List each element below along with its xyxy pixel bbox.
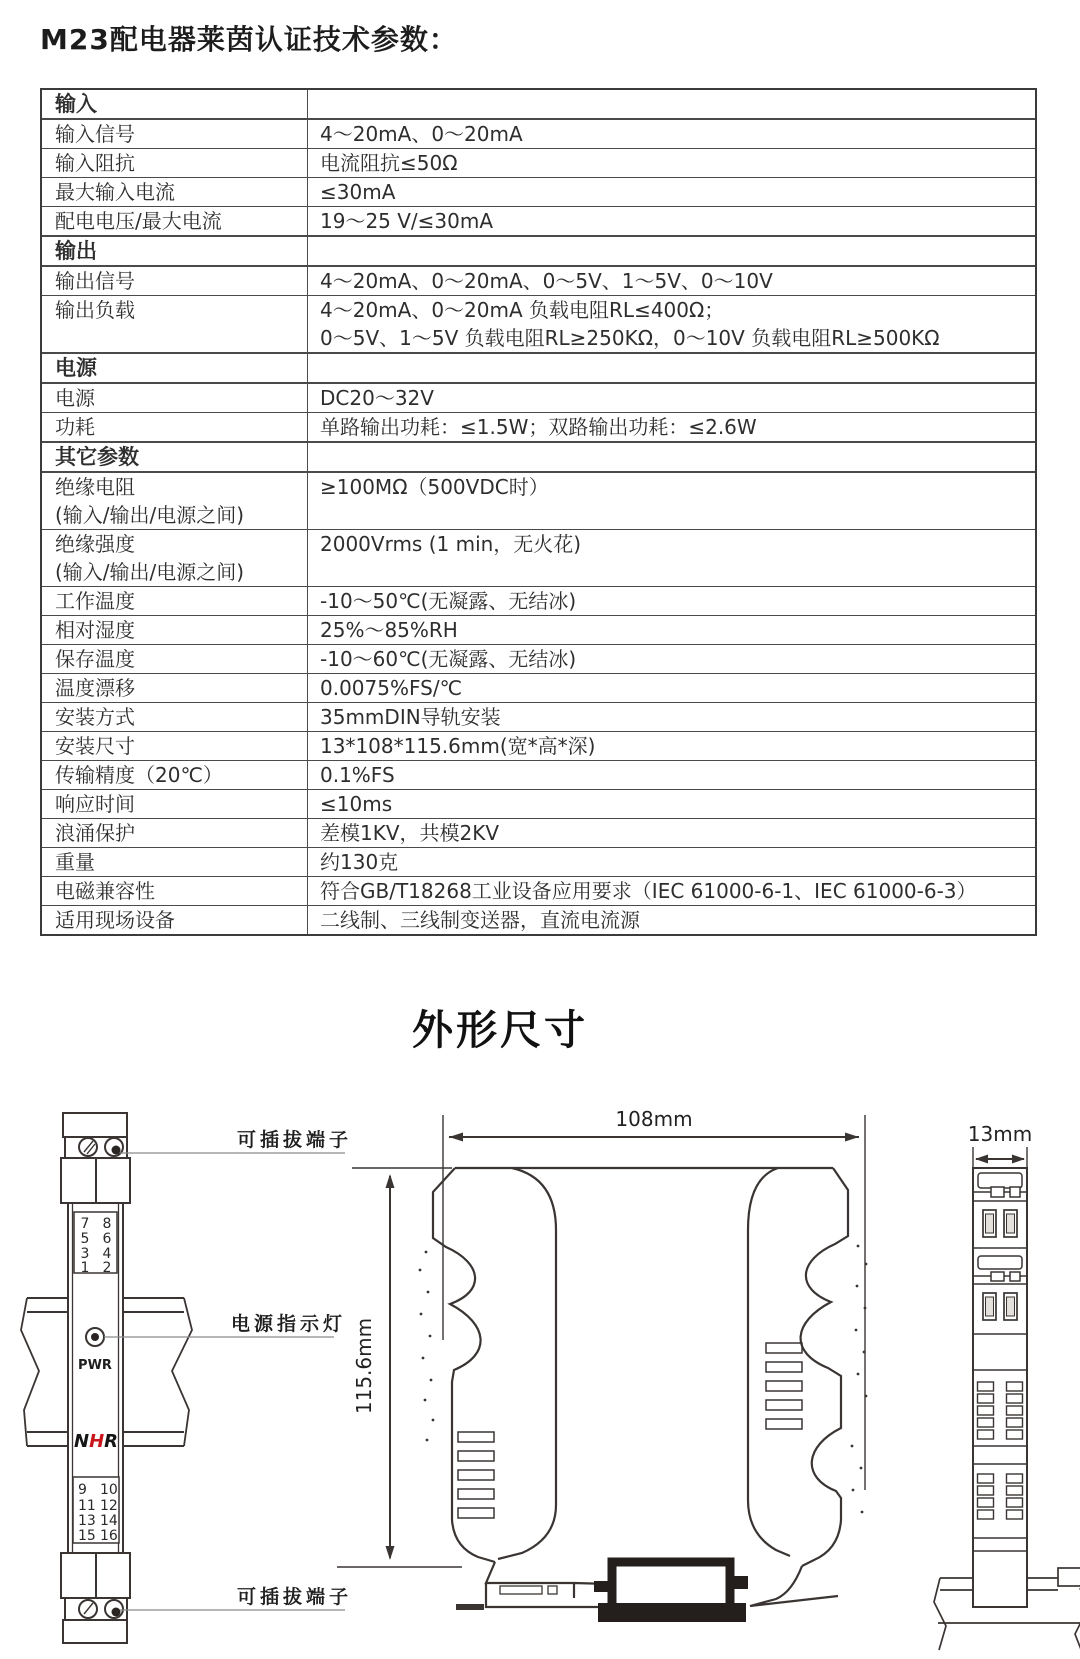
spec-section-row (42, 441, 1035, 471)
svg-text:3: 3 (80, 1246, 90, 1262)
spec-value: 电流阻抗≤50Ω (320, 151, 458, 175)
section-title-outline-dimensions: 外形尺寸 (412, 1006, 588, 1054)
svg-text:6: 6 (102, 1231, 112, 1247)
spec-value: 4～20mA、0～20mA 负载电阻RL≤400Ω； 0～5V、1～5V 负载电阻RL≥250KΩ，0～10V 负载电阻RL≥500KΩ (320, 298, 940, 350)
pwr-label: PWR (78, 1358, 112, 1373)
spec-value (308, 237, 1035, 265)
spec-value: 符合GB/T18268工业设备应用要求（IEC 61000-6-1、IEC 61000-6-3） (320, 879, 977, 903)
nhr-logo: NHR (73, 1431, 119, 1452)
spec-row (42, 789, 1035, 818)
spec-label: 安装方式 (42, 703, 308, 731)
spec-label: 输出负载 (42, 296, 308, 352)
spec-row (42, 847, 1035, 876)
spec-label: 输入阻抗 (42, 149, 308, 177)
spec-label: 保存温度 (42, 645, 308, 673)
spec-row (42, 529, 1035, 586)
spec-value: 2000Vrms (1 min，无火花) (320, 532, 582, 556)
svg-text:14: 14 (100, 1513, 118, 1529)
spec-row (42, 615, 1035, 644)
spec-label: 绝缘强度 (输入/输出/电源之间) (42, 530, 308, 586)
spec-row (42, 644, 1035, 673)
dim-width-label: 108mm (615, 1107, 693, 1131)
spec-section-row (42, 90, 1035, 118)
top-terminal-cap (63, 1113, 127, 1137)
spec-value: 4～20mA、0～20mA、0～5V、1～5V、0～10V (320, 269, 773, 293)
label-power-indicator: 电源指示灯 (231, 1313, 347, 1335)
spec-value: 二线制、三线制变送器，直流电流源 (320, 908, 640, 932)
spec-label: 重量 (42, 848, 308, 876)
din-clip (594, 1562, 748, 1622)
spec-value: 35mmDIN导轨安装 (320, 705, 501, 729)
module-front (61, 1113, 130, 1643)
dim-height-label: 115.6mm (352, 1317, 376, 1415)
vent-slots-left (458, 1432, 494, 1518)
spec-value: -10～50℃(无凝露、无结冰) (320, 589, 577, 613)
spec-value: ≤10ms (320, 792, 393, 816)
spec-row (42, 148, 1035, 177)
depth-view (934, 1122, 1080, 1652)
spec-section-row (42, 352, 1035, 382)
leader-lines (104, 1153, 345, 1610)
front-view (21, 1113, 352, 1643)
svg-text:10: 10 (100, 1482, 118, 1498)
spec-value: 单路输出功耗：≤1.5W；双路输出功耗：≤2.6W (320, 415, 757, 439)
spec-label: 最大输入电流 (42, 178, 308, 206)
spec-value (308, 90, 1035, 118)
spec-label: 输入 (42, 90, 308, 118)
texture-dots (419, 1245, 868, 1514)
svg-text:12: 12 (100, 1498, 118, 1514)
spec-label: 配电电压/最大电流 (42, 207, 308, 235)
spec-table (40, 88, 1037, 936)
spec-value: 25%～85%RH (320, 618, 458, 642)
bottom-terminal-cap (63, 1620, 127, 1643)
dimension-drawing-svg (0, 1055, 1080, 1655)
spec-label: 其它参数 (42, 443, 308, 471)
side-view (337, 1107, 867, 1622)
module-depth (973, 1168, 1027, 1607)
spec-row (42, 731, 1035, 760)
page-title: M23配电器莱茵认证技术参数： (40, 23, 458, 56)
spec-value (308, 443, 1035, 471)
svg-text:8: 8 (102, 1216, 112, 1232)
spec-row (42, 177, 1035, 206)
svg-text:11: 11 (78, 1498, 96, 1514)
spec-value: 约130克 (320, 850, 399, 874)
dim-width (443, 1107, 865, 1490)
svg-text:13: 13 (78, 1513, 96, 1529)
spec-label: 相对湿度 (42, 616, 308, 644)
spec-label: 输出 (42, 237, 308, 265)
svg-text:15: 15 (78, 1528, 96, 1544)
label-pluggable-terminal-top: 可插拔端子 (237, 1129, 353, 1151)
spec-label: 功耗 (42, 413, 308, 441)
spec-label: 适用现场设备 (42, 906, 308, 934)
spec-label: 电磁兼容性 (42, 877, 308, 905)
spec-label: 响应时间 (42, 790, 308, 818)
svg-text:5: 5 (80, 1231, 90, 1247)
spec-row (42, 382, 1035, 412)
spec-value: DC20～32V (320, 386, 434, 410)
spec-row (42, 265, 1035, 295)
spec-row (42, 471, 1035, 529)
vent-slots-right (766, 1343, 802, 1429)
spec-label: 安装尺寸 (42, 732, 308, 760)
spec-row (42, 876, 1035, 905)
spec-row (42, 206, 1035, 235)
spec-row (42, 905, 1035, 934)
svg-text:1: 1 (80, 1260, 90, 1276)
label-pluggable-terminal-bottom: 可插拔端子 (237, 1586, 353, 1608)
spec-row (42, 702, 1035, 731)
spec-row (42, 586, 1035, 615)
spec-label: 电源 (42, 384, 308, 412)
spec-row (42, 295, 1035, 352)
spec-value: 13*108*115.6mm(宽*高*深) (320, 734, 596, 758)
spec-row (42, 760, 1035, 789)
side-right-tower-outer (801, 1168, 848, 1566)
spec-section-row (42, 235, 1035, 265)
spec-value: ≤30mA (320, 180, 396, 204)
spec-value: -10～60℃(无凝露、无结冰) (320, 647, 577, 671)
spec-value: 差模1KV，共模2KV (320, 821, 500, 845)
spec-value: 0.1%FS (320, 763, 395, 787)
spec-value: 19～25 V/≤30mA (320, 209, 494, 233)
spec-label: 浪涌保护 (42, 819, 308, 847)
spec-label: 输入信号 (42, 120, 308, 148)
spec-label: 工作温度 (42, 587, 308, 615)
spec-label: 绝缘电阻 (输入/输出/电源之间) (42, 473, 308, 529)
spec-value (308, 354, 1035, 382)
spec-value: ≥100MΩ（500VDC时） (320, 475, 549, 499)
svg-text:16: 16 (100, 1528, 118, 1544)
spec-label: 传输精度（20℃） (42, 761, 308, 789)
spec-label: 温度漂移 (42, 674, 308, 702)
spec-label: 输出信号 (42, 267, 308, 295)
spec-row (42, 673, 1035, 702)
outline-dimension-drawings (0, 1055, 1080, 1655)
spec-row (42, 118, 1035, 148)
svg-text:9: 9 (78, 1482, 87, 1498)
svg-text:2: 2 (102, 1260, 112, 1276)
spec-row (42, 818, 1035, 847)
spec-row (42, 412, 1035, 441)
spec-label: 电源 (42, 354, 308, 382)
svg-text:4: 4 (102, 1246, 112, 1262)
svg-text:7: 7 (80, 1216, 90, 1232)
dim-depth-label: 13mm (967, 1122, 1033, 1146)
spec-value: 0.0075%FS/℃ (320, 676, 463, 700)
side-left-tower-inner (498, 1168, 556, 1559)
spec-value: 4～20mA、0～20mA (320, 122, 523, 146)
